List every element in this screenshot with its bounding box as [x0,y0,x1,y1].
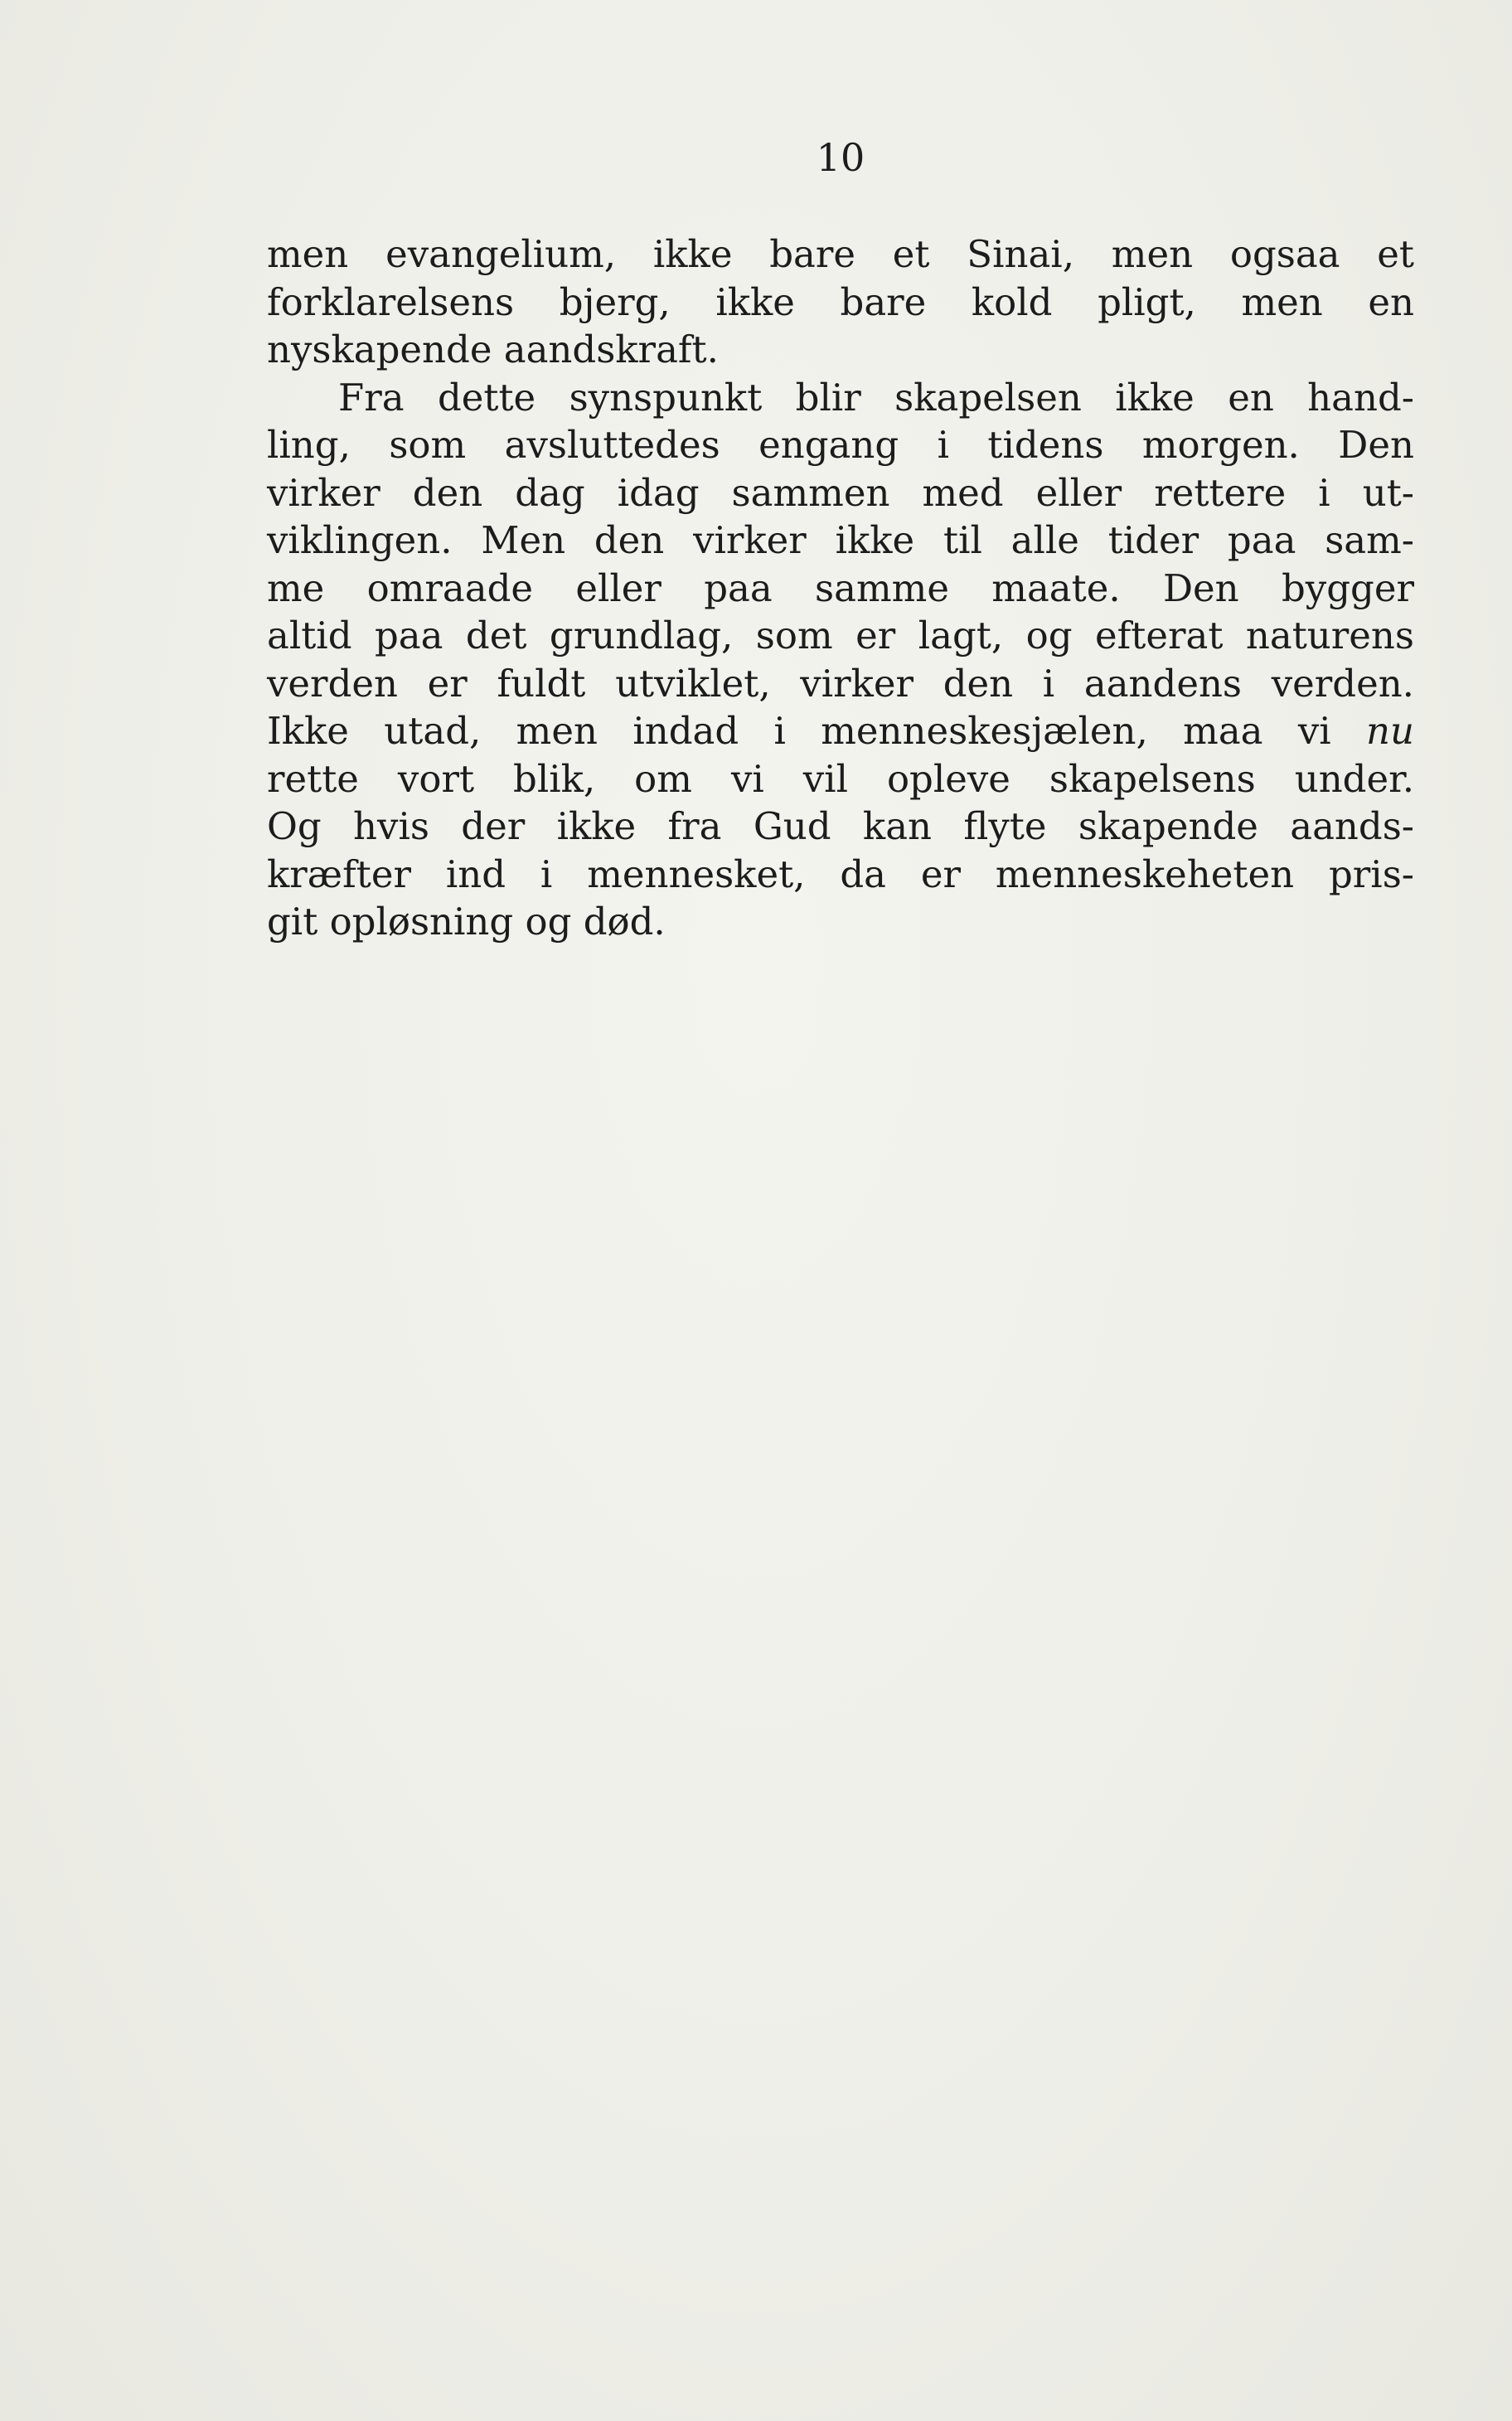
text-line-with-emphasis [267,707,1414,755]
text-line: viklingen. Men den virker ikke til alle tider paa sam- [267,518,1414,562]
page-number: 10 [816,135,865,180]
text-line: me omraade eller paa samme maate. Den bygger [267,565,1414,610]
text-line: Og hvis der ikke fra Gud kan flyte skapende aands- [267,804,1414,848]
body-text [267,230,1414,946]
text-line: rette vort blik, om vi vil opleve skapelsens under. [267,756,1414,801]
text-line: men evangelium, ikke bare et Sinai, men ogsaa et [267,232,1414,276]
text-line: altid paa det grundlag, som er lagt, og efterat naturens [267,614,1414,657]
text-line: git opløsning og død. [267,900,666,944]
text-line: ling, som avsluttedes engang i tidens morgen. Den [267,423,1414,467]
text-segment: Ikke utad, men indad i menneskesjælen, maa vi [267,709,1331,753]
paragraph-start-line: Fra dette synspunkt blir skapelsen ikke en hand- [338,375,1414,420]
text-line: nyskapende aandskraft. [267,327,719,371]
text-line: kræfter ind i mennesket, da er menneskeheten pris- [267,851,1414,896]
text-line: virker den dag idag sammen med eller rettere i ut- [267,470,1414,515]
text-line: verden er fuldt utviklet, virker den i aandens verden. [267,661,1414,706]
emphasis-word: nu [1366,709,1414,753]
text-line: forklarelsens bjerg, ikke bare kold pligt, men en [267,279,1414,324]
